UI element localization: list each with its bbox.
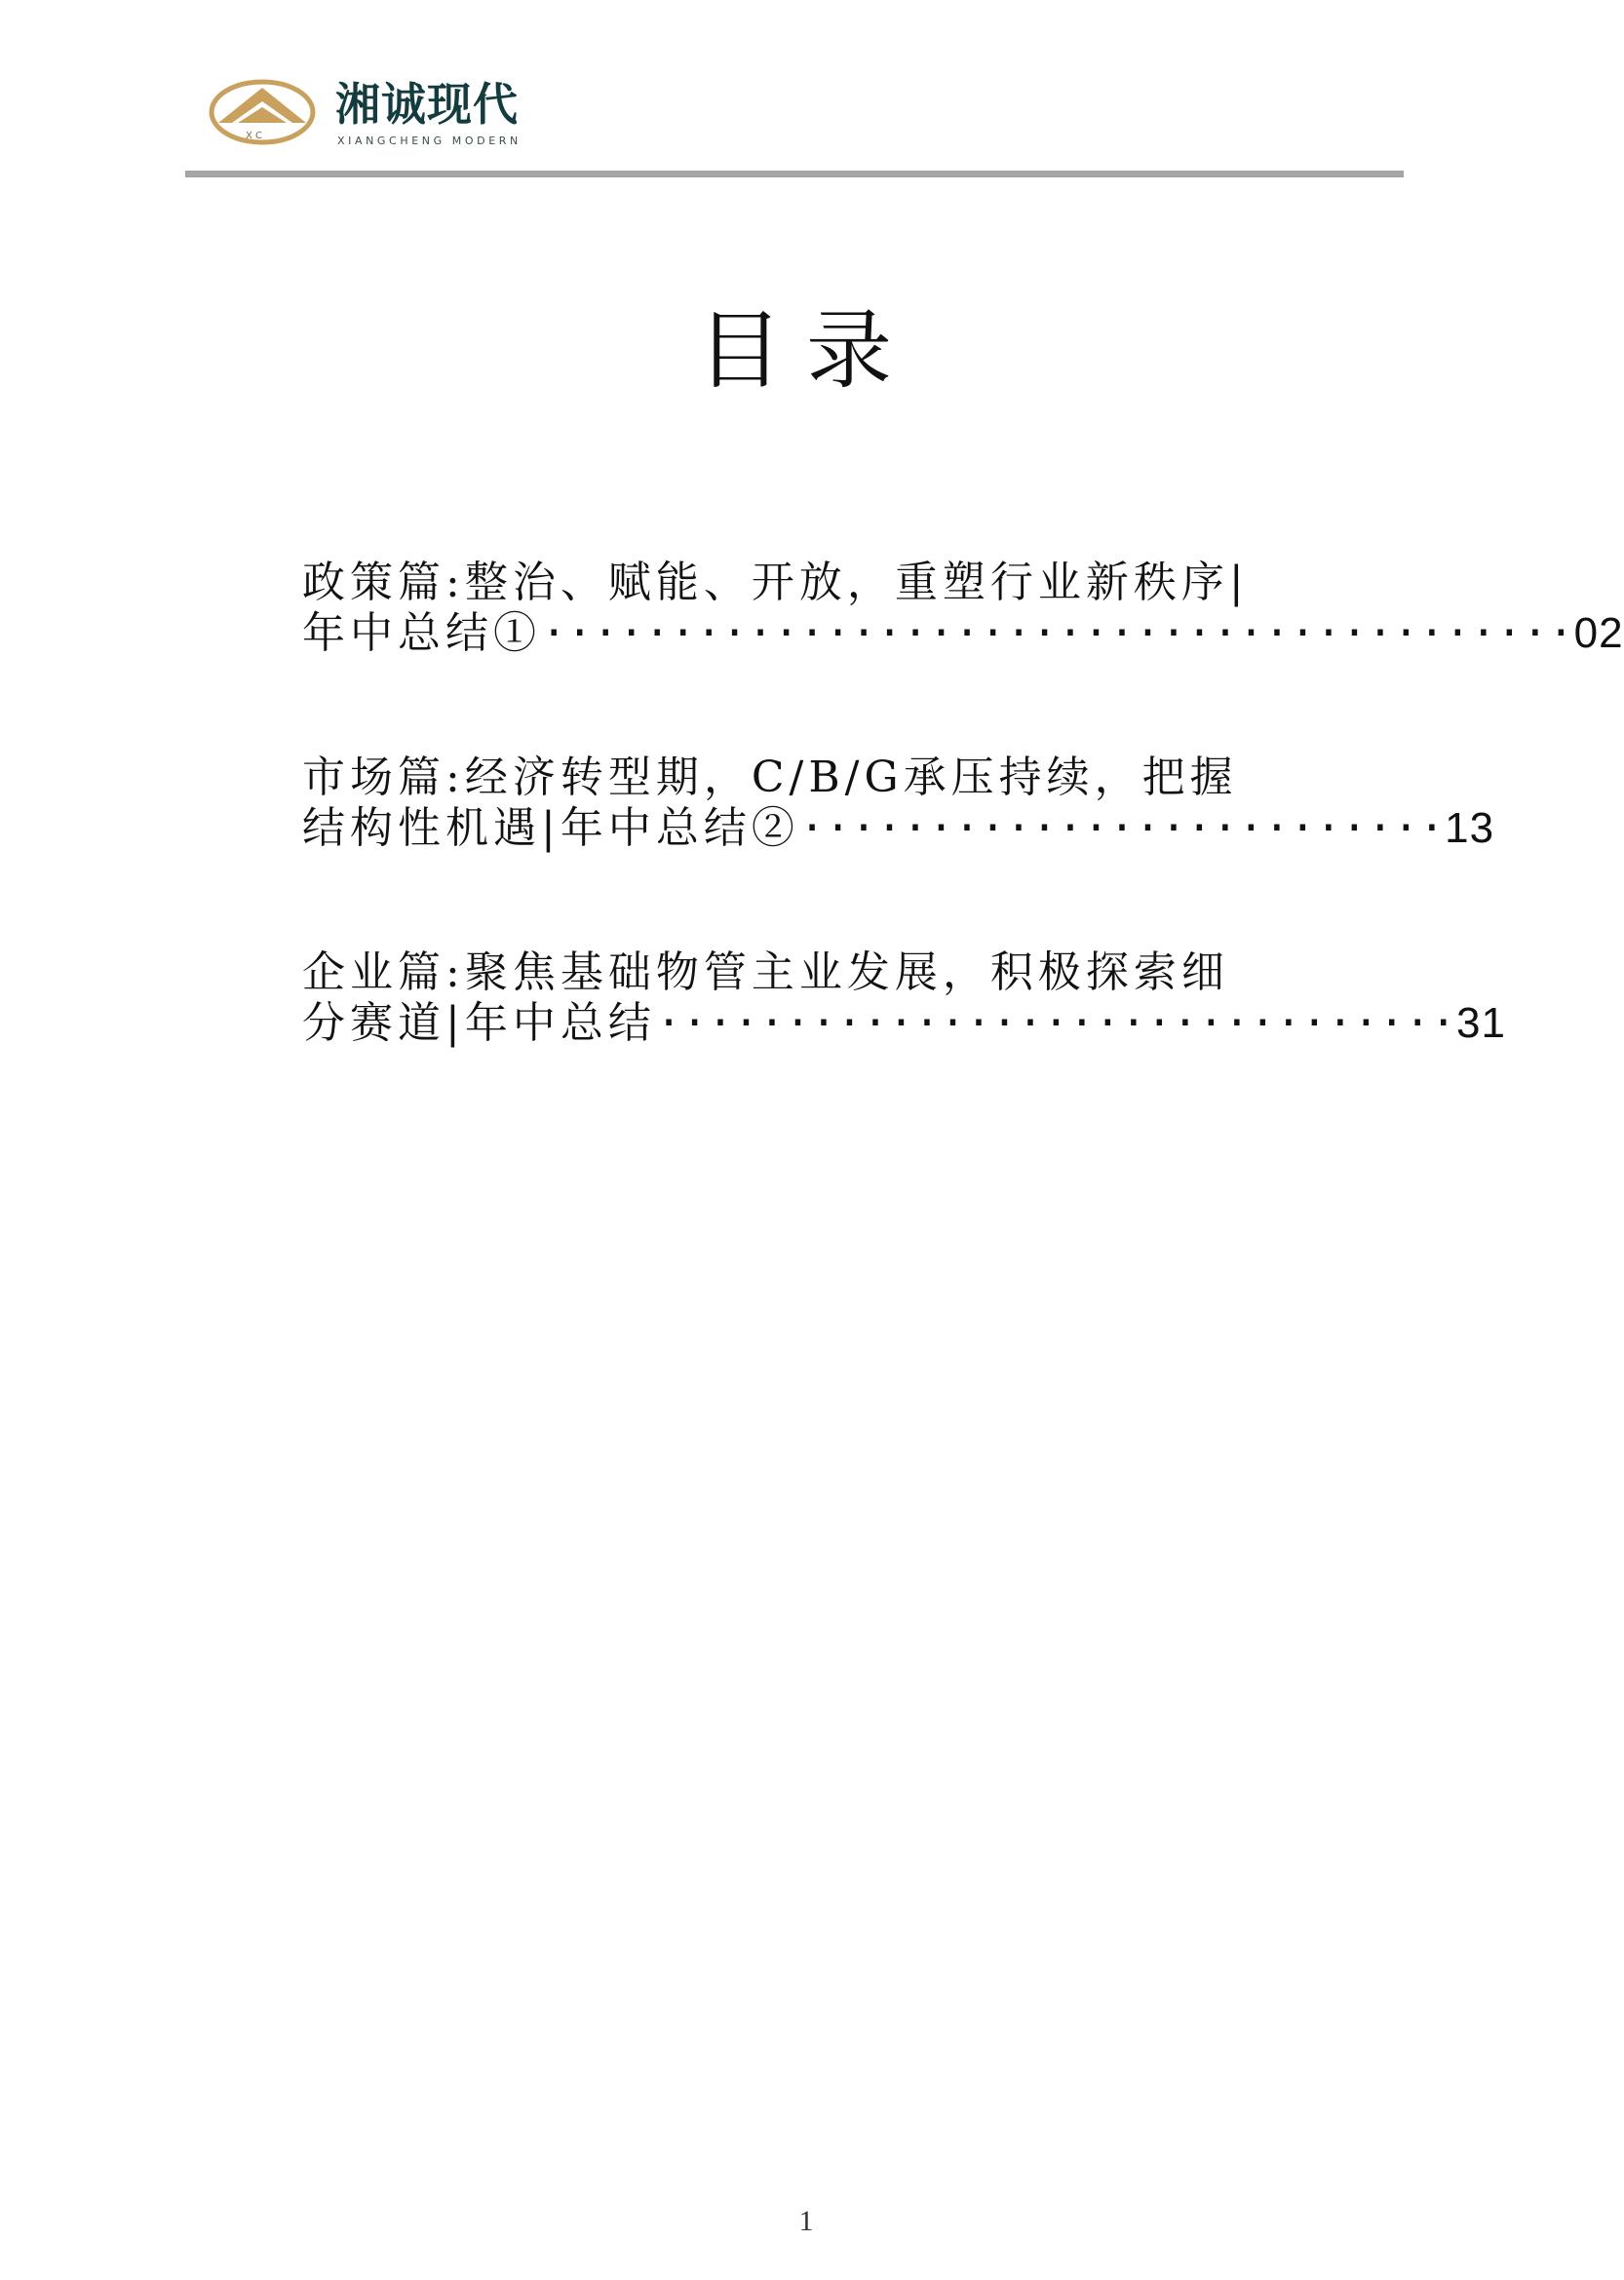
toc-entry-policy[interactable] xyxy=(302,558,1624,659)
toc-entry-subtitle: 分赛道|年中总结 xyxy=(302,998,656,1048)
toc-leader-dots: ························· xyxy=(798,803,1446,853)
page-header xyxy=(185,57,1404,174)
toc-entry-title-cont xyxy=(302,803,1495,854)
toc-entry-subtitle: 结构性机遇|年中总结② xyxy=(302,803,799,853)
toc-leader-dots: ········································ xyxy=(541,608,1574,658)
toc-page-number: 13 xyxy=(1445,804,1495,852)
toc-entry-title: 市场篇:经济转型期，C/B/G承压持续，把握 xyxy=(302,753,1238,802)
header-divider xyxy=(185,171,1404,177)
toc-entry-title-cont xyxy=(302,608,1624,659)
logo-emblem-icon xyxy=(209,78,316,146)
toc-entry-title: 政策篇:整治、赋能、开放，重塑行业新秩序| xyxy=(302,558,1249,607)
company-logo xyxy=(185,57,595,164)
toc-leader-dots: ······························· xyxy=(655,998,1457,1048)
toc-page-number: 02 xyxy=(1573,609,1624,657)
toc-entry-title-cont xyxy=(302,998,1506,1049)
page-title: 目录 xyxy=(696,300,915,401)
logo-subtitle: XIANGCHENG MODERN xyxy=(337,135,522,147)
toc-page-number: 31 xyxy=(1456,999,1506,1047)
logo-name: 湘诚现代 xyxy=(335,78,519,131)
page-number: 1 xyxy=(798,2205,814,2237)
logo-mark-letters: X C xyxy=(246,131,263,141)
toc-entry-enterprise[interactable] xyxy=(302,947,1506,1049)
toc-entry-subtitle: 年中总结① xyxy=(302,608,541,658)
table-of-contents xyxy=(302,558,1624,1142)
toc-entry-title: 企业篇:聚焦基础物管主业发展，积极探索细 xyxy=(302,947,1229,997)
toc-entry-market[interactable] xyxy=(302,753,1495,854)
